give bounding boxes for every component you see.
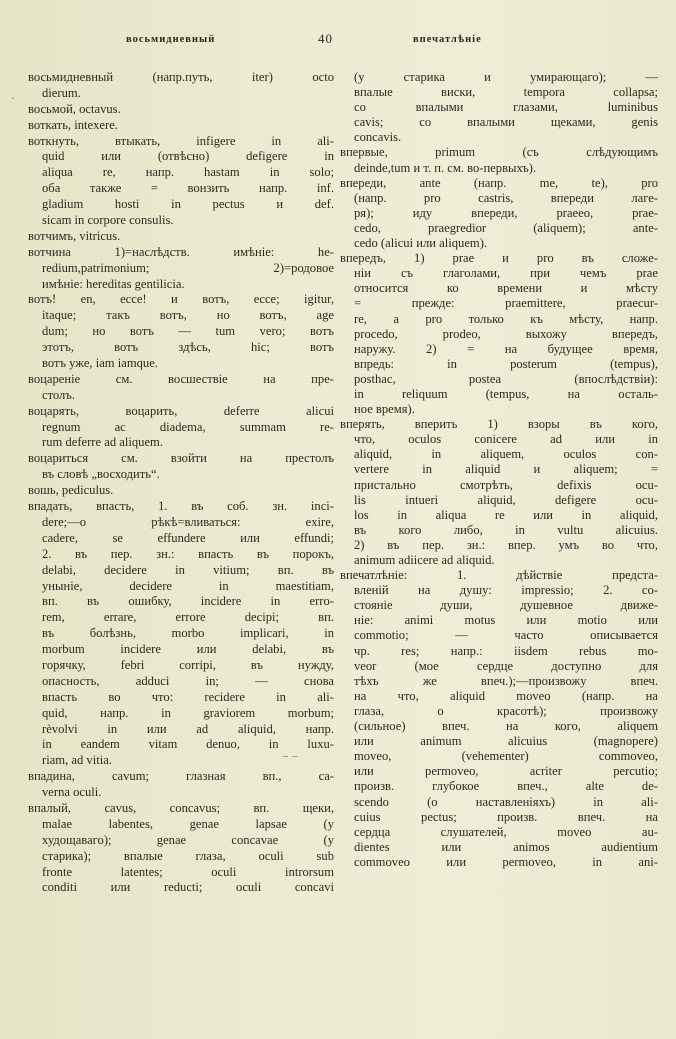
entry-line: вотъ уже, iam iamque.: [42, 356, 158, 371]
entry-headline: впалый, cavus, concavus; вп. щеки,: [28, 800, 334, 815]
dictionary-entry: [28, 451, 334, 483]
dictionary-entry: [28, 102, 334, 118]
entry-headline: восьмой, octavus.: [28, 101, 121, 116]
entry-line: los in aliqua re или in aliquid,: [354, 507, 658, 522]
entry-headline: воцариться см. взойти на престолъ: [28, 451, 334, 466]
column-left: [28, 70, 334, 896]
entry-line: впалые виски, tempora collapsa;: [354, 85, 658, 100]
entry-line: veor (мое сердце доступно для: [354, 658, 658, 673]
entry-line: вп. въ ошибку, incidere in erro-: [42, 594, 334, 609]
entry-headline: впереди, ante (напр. me, te), pro: [340, 175, 658, 190]
entry-line: moveo, (vehementer) commoveo,: [354, 749, 658, 764]
entry-line: verna oculi.: [42, 785, 102, 800]
entry-headline: вошь, pediculus.: [28, 483, 114, 498]
entry-headline: воцарять, воцарить, deferre alicui: [28, 403, 334, 418]
entry-line: scendo (о наставленіяхъ) in ali-: [354, 794, 658, 809]
entry-line: dierum.: [42, 85, 81, 100]
entry-line: dum; но вотъ — tum vero; вотъ: [42, 324, 334, 339]
dictionary-entry: [28, 404, 334, 452]
entry-line: этотъ, вотъ здѣсь, hic; вотъ: [42, 340, 334, 355]
dictionary-entry: [340, 176, 658, 251]
entry-line: concavis.: [354, 130, 402, 145]
entry-line: со впалыми глазами, luminibus: [354, 100, 658, 115]
entry-line: уныніе, decidere in maestitiam,: [42, 578, 334, 593]
margin-mark: ˋ: [11, 96, 15, 108]
entry-line: въ словѣ „восходить“.: [42, 467, 160, 482]
entry-line: стояніе души, душевное движе-: [354, 598, 658, 613]
entry-line: въ кого либо, in vultu alicuius.: [354, 522, 658, 537]
entry-headline: впадина, cavum; глазная вп., ca-: [28, 769, 334, 784]
entry-line: procedo, prodeo, выхожу впередъ,: [354, 326, 658, 341]
dictionary-entry: [28, 245, 334, 293]
entry-line: deinde,tum и т. п. см. во-первыхъ).: [354, 160, 537, 175]
entry-line: quid, напр. in graviorem morbum;: [42, 705, 334, 720]
entry-line: ное время).: [354, 402, 415, 417]
entry-headline: восьмидневный (напр.путь, iter) octo: [28, 70, 334, 84]
entry-line: впредь: in posterum (tempus),: [354, 356, 658, 371]
dictionary-entry: [28, 229, 334, 245]
entry-line: rem, errare, errore decipi; вп.: [42, 610, 334, 625]
dictionary-entry: [28, 483, 334, 499]
dictionary-entry: [28, 372, 334, 404]
entry-line: cedo (alicui или aliquem).: [354, 236, 488, 251]
entry-line: rum deferre ad aliquem.: [42, 435, 163, 450]
entry-line: delabi, decidere in vitium; вп. въ: [42, 562, 334, 577]
entry-line: тѣхъ же впеч.);—произвожу впеч.: [354, 673, 658, 688]
entry-headline: впадать, впасть, 1. въ соб. зн. inci-: [28, 499, 334, 514]
entry-line: dientes или animos audientium: [354, 839, 658, 854]
page-number: 40: [318, 31, 333, 46]
entry-line: опасность, adduci in; — снова: [42, 673, 334, 688]
entry-line: ніе: animi motus или motio или: [354, 613, 658, 628]
entry-line: 2) въ пер. зн.: впер. умъ во что,: [354, 537, 658, 552]
entry-line: ря); иду впереди, praeeo, prae-: [354, 205, 658, 220]
entry-line: 2. въ пер. зн.: впасть въ порокъ,: [42, 546, 334, 561]
column-right: [340, 70, 658, 870]
entry-headline: впервые, primum (съ слѣдующимъ: [340, 145, 658, 160]
entry-line: morbum incidere или delabi, въ: [42, 642, 334, 657]
entry-line: старика); впалые глаза, oculi sub: [42, 848, 334, 863]
entry-line: vertere in aliquid и aliquem; =: [354, 462, 658, 477]
entry-headline: вотъ! en, ecce! и вотъ, ecce; igitur,: [28, 292, 334, 307]
entry-line: dere;—о рѣкѣ=вливаться: exire,: [42, 514, 334, 529]
entry-headline: воткнуть, втыкать, infigere in ali-: [28, 133, 334, 148]
entry-line: или permoveo, acriter percutio;: [354, 764, 658, 779]
entry-line: fronte latentes; oculi introrsum: [42, 864, 334, 879]
dictionary-entry: [28, 118, 334, 134]
separator-dash: ‒ ‒: [283, 751, 299, 762]
entry-line: riam, ad vitia.: [42, 753, 112, 768]
entry-line: conditi или reducti; oculi concavi: [42, 880, 334, 895]
entry-line: cedo, praegredior (aliquem); ante-: [354, 220, 658, 235]
dictionary-entry: [28, 134, 334, 229]
entry-line: posthac, postea (впослѣдствіи):: [354, 371, 658, 386]
entry-line: aliquid, in aliquem, oculos con-: [354, 447, 658, 462]
entry-line: (напр. pro castris, впереди лаге-: [354, 190, 658, 205]
entry-line: itaque; такъ вотъ, но вотъ, age: [42, 308, 334, 323]
dictionary-entry: [28, 801, 334, 896]
entry-line: впасть во что: recidere in ali-: [42, 689, 334, 704]
entry-headline: воткать, intexere.: [28, 117, 118, 132]
entry-line: въ болѣзнь, morbo implicari, in: [42, 626, 334, 641]
entry-headline: впечатлѣніе: 1. дѣйствіе предста-: [340, 568, 658, 583]
dictionary-entry: [28, 292, 334, 371]
entry-line: lis intueri aliquid, defigere ocu-: [354, 492, 658, 507]
entry-line: commotio; — часто описывается: [354, 628, 658, 643]
dictionary-entry: [28, 70, 334, 102]
entry-line: произв. глубокое впеч., alte de-: [354, 779, 658, 794]
entry-line: что, oculos conicere ad или in: [354, 432, 658, 447]
entry-line: глаза, о красотѣ); произвожу: [354, 703, 658, 718]
entry-line: rèvolvi in или ad aliquid, напр.: [42, 721, 334, 736]
entry-line: aliqua re, напр. hastam in solo;: [42, 165, 334, 180]
entry-line: вленій на душу: impressio; 2. со-: [354, 583, 658, 598]
entry-line: (сильное) впеч. на кого, aliquem: [354, 719, 658, 734]
running-head-right: впечатлѣніе: [413, 34, 482, 45]
entry-line: горячку, febri corripi, въ нужду,: [42, 657, 334, 672]
entry-line: redium,patrimonium; 2)=родовое: [42, 260, 334, 275]
entry-line: animum adiicere ad aliquid.: [354, 553, 495, 567]
entry-line: худощаваго); genae concavae (у: [42, 832, 334, 847]
entry-headline: вперять, вперить 1) взоры въ кого,: [340, 417, 658, 432]
entry-line: cuius pectus; произв. впеч. на: [354, 809, 658, 824]
entry-line: на что, aliquid moveo (напр. на: [354, 688, 658, 703]
dictionary-entry: [28, 769, 334, 801]
running-head-left: восьмидневный: [126, 34, 216, 45]
dictionary-entry: [340, 251, 658, 417]
entry-line: in eandem vitam denuo, in luxu-: [42, 737, 334, 752]
entry-line: cavis; со впалыми щеками, genis: [354, 115, 658, 130]
entry-line: ніи съ глаголами, при чемъ prae: [354, 266, 658, 281]
entry-headline: вотчимъ, vitricus.: [28, 228, 121, 243]
dictionary-entry: [340, 417, 658, 568]
dictionary-entry: [340, 145, 658, 175]
entry-line: (у старика и умирающаго); —: [354, 70, 658, 84]
entry-headline: впередъ, 1) prae и pro въ сложе-: [340, 251, 658, 266]
entry-line: относится ко времени и мѣсту: [354, 281, 658, 296]
entry-line: столъ.: [42, 387, 76, 402]
dictionary-entry: [28, 499, 334, 769]
entry-line: сердца слушателей, moveo au-: [354, 824, 658, 839]
entry-line: malae labentes, genae lapsae (у: [42, 816, 334, 831]
dictionary-entry: [340, 70, 658, 145]
entry-line: commoveo или permoveo, in ani-: [354, 854, 658, 869]
entry-line: или animum alicuius (magnopere): [354, 734, 658, 749]
entry-headline: воцареніе см. восшествіе на пре-: [28, 371, 334, 386]
entry-line: cadere, se effundere или effundi;: [42, 530, 334, 545]
entry-line: наружу. 2) = на будущее время,: [354, 341, 658, 356]
entry-line: gladium hosti in pectus и def.: [42, 197, 334, 212]
entry-line: re, а pro только къ мѣсту, напр.: [354, 311, 658, 326]
entry-line: оба также = вонзить напр. inf.: [42, 181, 334, 196]
entry-line: пристально смотрѣть, defixis ocu-: [354, 477, 658, 492]
entry-line: sicam in corpore consulis.: [42, 213, 174, 228]
entry-line: in reliquum (tempus, на осталь-: [354, 386, 658, 401]
entry-line: = прежде: praemittere, praecur-: [354, 296, 658, 311]
entry-line: чр. res; напр.: iisdem rebus mo-: [354, 643, 658, 658]
dictionary-entry: [340, 568, 658, 870]
entry-headline: вотчина 1)=наслѣдств. имѣніе: he-: [28, 244, 334, 259]
entry-line: regnum ac diadema, summam re-: [42, 419, 334, 434]
entry-line: имѣніе: hereditas gentilicia.: [42, 276, 185, 291]
entry-line: quid или (отвѣсно) defigere in: [42, 149, 334, 164]
